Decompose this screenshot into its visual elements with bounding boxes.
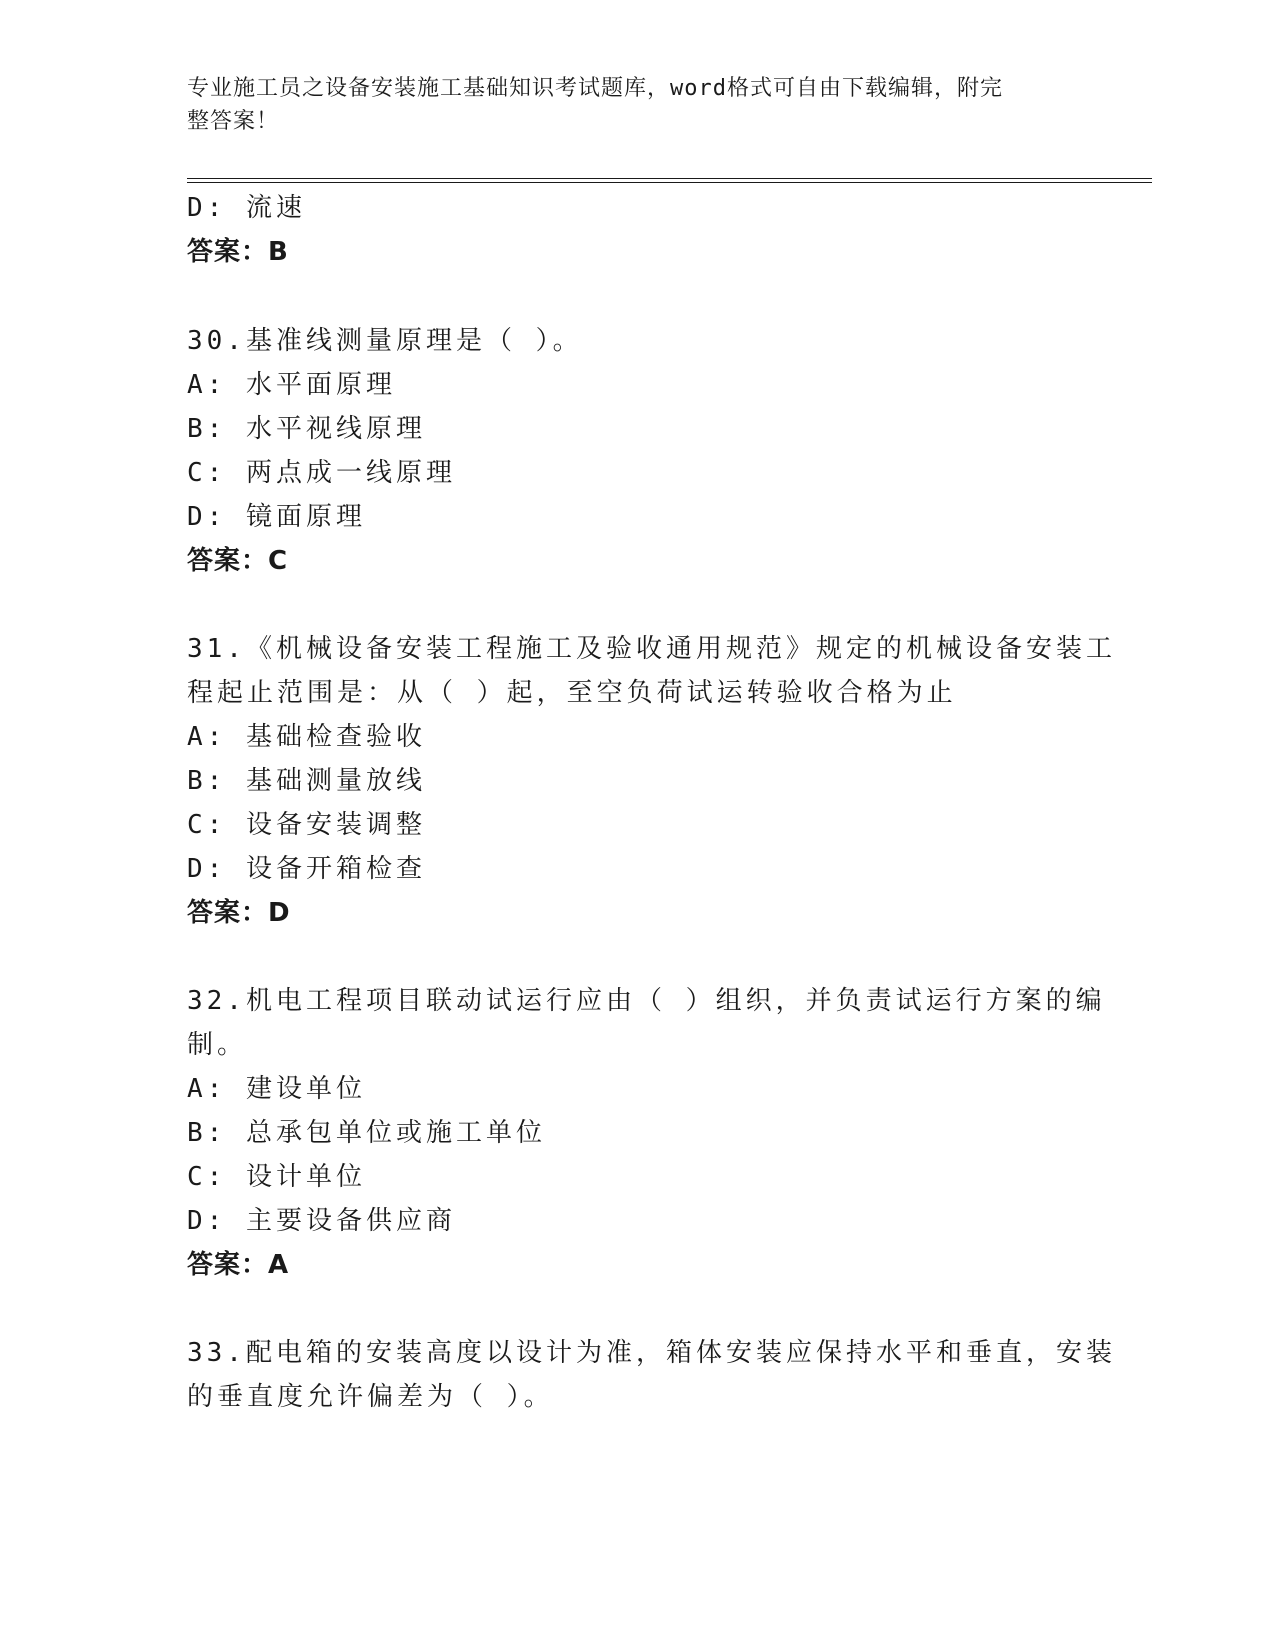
- q31-option-d: D: 设备开箱检查: [187, 854, 426, 884]
- prev-answer: 答案：B: [187, 237, 289, 267]
- q33-stem-line-2: 的垂直度允许偏差为（ ）。: [187, 1382, 554, 1412]
- q33-stem-line-1: 33.配电箱的安装高度以设计为准，箱体安装应保持水平和垂直，安装: [187, 1338, 1116, 1368]
- q32-option-a: A: 建设单位: [187, 1074, 366, 1104]
- header-line-2: 整答案！: [187, 109, 280, 134]
- header-divider-top: [187, 178, 1152, 179]
- q32-answer: 答案：A: [187, 1250, 290, 1280]
- q30-stem: 30.基准线测量原理是（ ）。: [187, 326, 583, 356]
- q30-option-b: B: 水平视线原理: [187, 414, 426, 444]
- q30-answer: 答案：C: [187, 546, 289, 576]
- q31-option-a: A: 基础检查验收: [187, 722, 426, 752]
- q31-answer: 答案：D: [187, 898, 291, 928]
- q32-stem-line-1: 32.机电工程项目联动试运行应由（ ）组织，并负责试运行方案的编: [187, 986, 1106, 1016]
- q32-option-c: C: 设计单位: [187, 1162, 366, 1192]
- q31-stem-line-1: 31.《机械设备安装工程施工及验收通用规范》规定的机械设备安装工: [187, 634, 1116, 664]
- q32-stem-line-2: 制。: [187, 1030, 248, 1060]
- q31-option-c: C: 设备安装调整: [187, 810, 426, 840]
- q31-option-b: B: 基础测量放线: [187, 766, 426, 796]
- q30-option-a: A: 水平面原理: [187, 370, 396, 400]
- q32-option-d: D: 主要设备供应商: [187, 1206, 456, 1236]
- q31-stem-line-2: 程起止范围是：从（ ）起，至空负荷试运转验收合格为止: [187, 678, 957, 708]
- q30-option-c: C: 两点成一线原理: [187, 458, 456, 488]
- header-line-1: 专业施工员之设备安装施工基础知识考试题库，word格式可自由下载编辑，附完: [187, 76, 1003, 101]
- prev-option-d: D: 流速: [187, 193, 306, 223]
- document-header: [187, 72, 1067, 138]
- header-divider-bottom: [187, 182, 1152, 183]
- q32-option-b: B: 总承包单位或施工单位: [187, 1118, 546, 1148]
- q30-option-d: D: 镜面原理: [187, 502, 366, 532]
